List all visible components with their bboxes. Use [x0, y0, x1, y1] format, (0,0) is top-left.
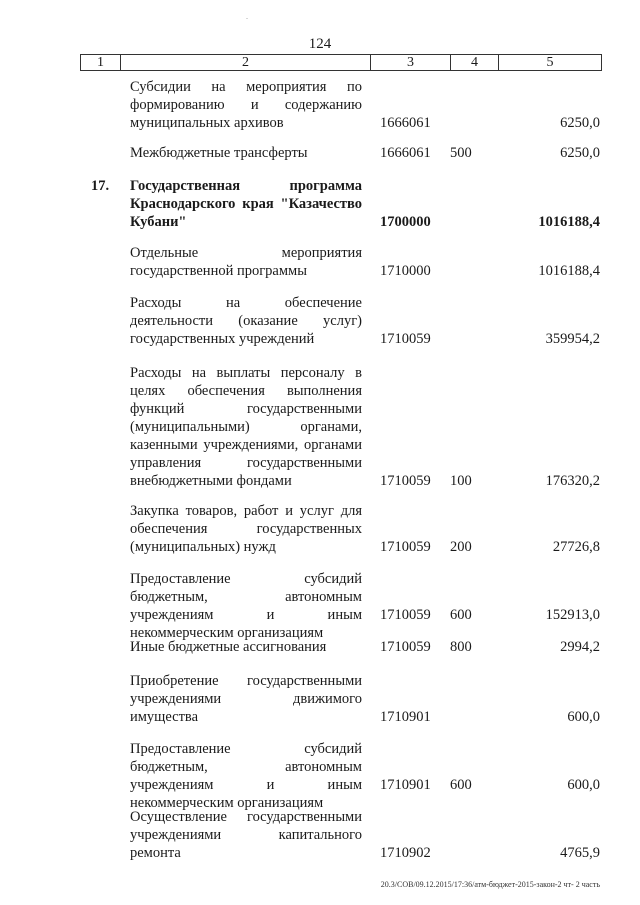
- row-code: 1710902: [380, 845, 431, 861]
- column-header-2: 2: [121, 55, 371, 70]
- row-code: 1700000: [380, 214, 431, 230]
- row-description: Иные бюджетные ассигнования: [130, 639, 327, 655]
- scan-dot: .: [246, 12, 248, 21]
- row-description: Государственная программа Краснодарского края "Казачество Кубани": [130, 178, 362, 230]
- row-code: 1710901: [380, 777, 431, 793]
- row-expense-type: 500: [450, 145, 472, 161]
- footer-document-id: 20.3/СОВ/09.12.2015/17:36/атм-бюджет-2015-закон-2 чт- 2 часть: [380, 880, 600, 889]
- row-code: 1666061: [380, 145, 431, 161]
- row-amount: 2994,2: [560, 639, 600, 655]
- row-amount: 4765,9: [560, 845, 600, 861]
- column-header-row: [80, 54, 602, 71]
- row-amount: 600,0: [567, 777, 600, 793]
- row-number: 17.: [91, 178, 110, 194]
- row-description: Предоставление субсидий бюджетным, автономным учреждениям и иным некоммерческим организациям: [130, 741, 362, 811]
- row-expense-type: 100: [450, 473, 472, 489]
- row-amount: 27726,8: [552, 539, 600, 555]
- row-description: Расходы на выплаты персоналу в целях обеспечения выполнения функций государственными (муниципальными) органами, казенными учреждениями, органами управления государственными внебюджетными фондами: [130, 365, 362, 489]
- row-amount: 600,0: [567, 709, 600, 725]
- row-expense-type: 600: [450, 777, 472, 793]
- row-code: 1710059: [380, 539, 431, 555]
- column-header-1: 1: [81, 55, 121, 70]
- row-expense-type: 200: [450, 539, 472, 555]
- row-amount: 1016188,4: [538, 214, 600, 230]
- row-description: Осуществление государственными учреждениями капитального ремонта: [130, 809, 362, 861]
- row-expense-type: 600: [450, 607, 472, 623]
- row-code: 1710901: [380, 709, 431, 725]
- row-amount: 176320,2: [545, 473, 600, 489]
- row-code: 1710059: [380, 473, 431, 489]
- row-amount: 1016188,4: [538, 263, 600, 279]
- column-header-3: 3: [371, 55, 451, 70]
- column-header-4: 4: [451, 55, 499, 70]
- row-description: Межбюджетные трансферты: [130, 145, 308, 161]
- row-expense-type: 800: [450, 639, 472, 655]
- row-code: 1710059: [380, 607, 431, 623]
- row-description: Предоставление субсидий бюджетным, автономным учреждениям и иным некоммерческим организациям: [130, 571, 362, 641]
- row-description: Отдельные мероприятия государственной программы: [130, 245, 362, 279]
- row-amount: 359954,2: [545, 331, 600, 347]
- row-amount: 152913,0: [545, 607, 600, 623]
- row-amount: 6250,0: [560, 145, 600, 161]
- row-description: Расходы на обеспечение деятельности (оказание услуг) государственных учреждений: [130, 295, 362, 347]
- page-number: 124: [308, 36, 332, 52]
- row-code: 1710000: [380, 263, 431, 279]
- row-description: Приобретение государственными учреждениями движимого имущества: [130, 673, 362, 725]
- row-code: 1710059: [380, 331, 431, 347]
- row-description: Закупка товаров, работ и услуг для обеспечения государственных (муниципальных) нужд: [130, 503, 362, 555]
- column-header-5: 5: [546, 55, 554, 70]
- row-description: Субсидии на мероприятия по формированию и содержанию муниципальных архивов: [130, 79, 362, 131]
- row-code: 1666061: [380, 115, 431, 131]
- row-amount: 6250,0: [560, 115, 600, 131]
- row-code: 1710059: [380, 639, 431, 655]
